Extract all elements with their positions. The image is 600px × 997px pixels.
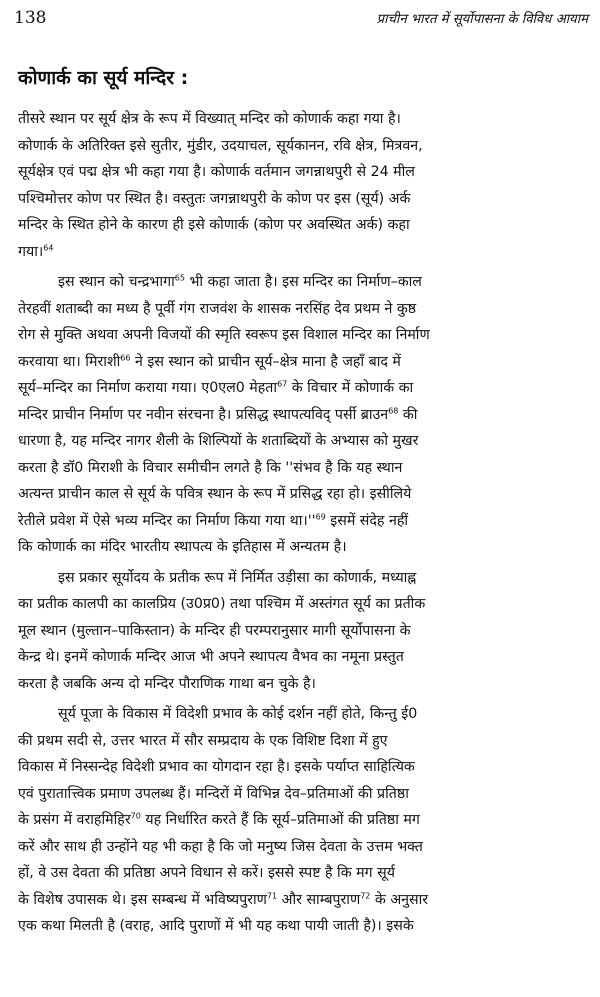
text-line	[18, 887, 584, 914]
paragraph	[18, 565, 584, 698]
footnote-marker: 67	[277, 379, 288, 389]
footnote-marker: 70	[130, 811, 141, 821]
line-text: मूल स्थान (मुल्तान–पाकिस्तान) के मन्दिर ही परम्परानुसार मागी सूर्योपासना के	[18, 622, 411, 639]
line-text: करता है जबकि अन्य दो मन्दिर पौराणिक गाथा बन चुके है।	[18, 675, 316, 692]
line-text: ने इस स्थान को प्राचीन सूर्य–क्षेत्र माना है जहाँ बाद में	[130, 353, 401, 370]
line-text: इसमें संदेह नहीं	[325, 512, 409, 529]
line-text: गया।	[18, 243, 44, 260]
footnote-marker: 72	[360, 890, 371, 900]
line-text: एवं पुरातात्त्विक प्रमाण उपलब्ध हैं। मन्दिरों में विभिन्न देव–प्रतिमाओं की प्रतिष्ठा	[18, 785, 409, 802]
text-line	[18, 186, 584, 213]
text-line	[18, 671, 584, 698]
footnote-marker: 66	[120, 352, 131, 362]
text-line	[18, 508, 584, 535]
line-text: धारणा है, यह मन्दिर नागर शैली के शिल्पियों के शताब्दियों के अभ्यास को मुखर	[18, 433, 419, 449]
line-text: करें और साथ ही उन्होंने यह भी कहा है कि जो मनुष्य जिस देवता के उत्तम भक्त	[18, 838, 423, 855]
line-text: सूर्य पूजा के विकास में विदेशी प्रभाव के कोई दर्शन नहीं होते, किन्तु ई0	[58, 706, 418, 722]
line-text: करवाया था। मिराशी	[18, 353, 121, 370]
line-text: रोग से मुक्ति अथवा अपनी विजयों की स्मृति स्वरूप इस विशाल मन्दिर का निर्माण	[18, 327, 430, 343]
text-line	[18, 591, 584, 618]
line-text: सूर्य–मन्दिर का निर्माण कराया गया। ए0एल0 मेहता	[18, 380, 278, 396]
paragraph	[18, 701, 584, 940]
text-line	[18, 807, 584, 834]
line-text: का प्रतीक कालपी का कालप्रिय (उ0प्र0) तथा पश्चिम में अस्तंगत सूर्य का प्रतीक	[18, 596, 426, 612]
text-line	[18, 349, 584, 376]
text-line	[18, 728, 584, 755]
text-line	[18, 212, 584, 239]
page-header	[14, 8, 588, 34]
text-line	[18, 106, 584, 133]
line-text: मन्दिर के स्थित होने के कारण ही इसे कोणार्क (कोण पर अवस्थित अर्क) कहा	[18, 217, 410, 233]
line-text: इस प्रकार सूर्योदय के प्रतीक रूप में निर्मित उड़ीसा का कोणार्क, मध्याह्न	[58, 569, 417, 586]
line-text: रेतीले प्रवेश में ऐसे भव्य मन्दिर का निर्माण किया गया था।''	[18, 512, 316, 529]
paragraph	[18, 269, 584, 561]
text-line	[18, 618, 584, 645]
line-text: मन्दिर प्राचीन निर्माण पर नवीन संरचना है। प्रसिद्ध स्थापत्यविद् पर्सी ब्राउन	[18, 406, 389, 423]
line-text: केन्द्र थे। इनमें कोणार्क मन्दिर आज भी अपने स्थापत्य वैभव का नमूना प्रस्तुत	[18, 649, 404, 665]
line-text: यह निर्धारित करते हैं कि सूर्य–प्रतिमाओं की प्रतिष्ठा मग	[140, 812, 420, 828]
line-text: इस स्थान को चन्द्रभागा	[58, 274, 175, 290]
text-line	[18, 269, 584, 296]
line-text: के विशेष उपासक थे। इस सम्बन्ध में भविष्यपुराण	[18, 891, 267, 908]
body-text	[18, 106, 584, 940]
line-text: अत्यन्त प्राचीन काल से सूर्य के पवित्र स्थान के रूप में प्रसिद्ध रहा हो। इसीलिये	[18, 486, 412, 502]
text-line	[18, 133, 584, 160]
line-text: विकास में निस्सन्देह विदेशी प्रभाव का योगदान रहा है। इसके पर्याप्त साहित्यिक	[18, 759, 415, 775]
text-line	[18, 701, 584, 728]
section-title: कोणार्क का सूर्य मन्दिर :	[18, 67, 189, 89]
text-line	[18, 534, 584, 561]
footnote-marker: 71	[266, 890, 278, 900]
line-text: की प्रथम सदी से, उत्तर भारत में सौर सम्प्रदाय के एक विशिष्ट दिशा में हुए	[18, 732, 388, 749]
line-text: कि कोणार्क का मंदिर भारतीय स्थापत्य के इतिहास में अन्यतम है।	[18, 539, 347, 555]
text-line	[18, 860, 584, 887]
text-line	[18, 296, 584, 323]
line-text: के अनुसार	[370, 891, 429, 908]
line-text: तेरहवीं शताब्दी का मध्य है पूर्वी गंग राजवंश के शासक नरसिंह देव प्रथम ने कुष्ठ	[18, 300, 417, 317]
text-line	[18, 322, 584, 349]
line-text: की	[398, 406, 418, 423]
text-line	[18, 754, 584, 781]
text-line	[18, 481, 584, 508]
running-title: प्राचीन भारत में सूर्योपासना के विविध आयाम	[376, 12, 588, 27]
text-line	[18, 402, 584, 429]
text-line	[18, 239, 584, 266]
text-line	[18, 781, 584, 808]
line-text: कोणार्क के अतिरिक्त इसे सुतीर, मुंडीर, उदयाचल, सूर्यकानन, रवि क्षेत्र, मित्रवन,	[18, 137, 423, 154]
text-line	[18, 565, 584, 592]
footnote-marker: 68	[388, 405, 399, 415]
footnote-marker: 69	[315, 511, 326, 521]
text-line	[18, 375, 584, 402]
text-line	[18, 428, 584, 455]
text-line	[18, 834, 584, 861]
text-line	[18, 159, 584, 186]
line-text: सूर्यक्षेत्र एवं पद्म क्षेत्र भी कहा गया है। कोणार्क वर्तमान जगन्नाथपुरी से 24 मील	[18, 164, 415, 180]
page-number: 138	[14, 8, 47, 28]
text-line	[18, 644, 584, 671]
line-text: भी कहा जाता है। इस मन्दिर का निर्माण–काल	[184, 274, 422, 290]
line-text: एक कथा मिलती है (वराह, आदि पुराणों में भी यह कथा पायी जाती है)। इसके	[18, 918, 414, 934]
line-text: पश्चिमोत्तर कोण पर स्थित है। वस्तुतः जगन्नाथपुरी के कोण पर इस (सूर्य) अर्क	[18, 190, 411, 207]
footnote-marker: 65	[174, 273, 185, 283]
line-text: तीसरे स्थान पर सूर्य क्षेत्र के रूप में विख्यात् मन्दिर को कोणार्क कहा गया है।	[18, 111, 401, 127]
footnote-marker: 64	[43, 242, 54, 252]
line-text: करता है डॉ0 मिराशी के विचार समीचीन लगते है कि ''संभव है कि यह स्थान	[18, 459, 403, 476]
line-text: के प्रसंग में वराहमिहिर	[18, 812, 131, 828]
line-text: और साम्बपुराण	[277, 891, 361, 908]
line-text: हों, वे उस देवता की प्रतिष्ठा अपने विधान से करें। इससे स्पष्ट है कि मग सूर्य	[18, 865, 395, 881]
paragraph	[18, 106, 584, 265]
line-text: के विचार में कोणार्क का	[287, 380, 414, 396]
text-line	[18, 455, 584, 482]
text-line	[18, 913, 584, 940]
